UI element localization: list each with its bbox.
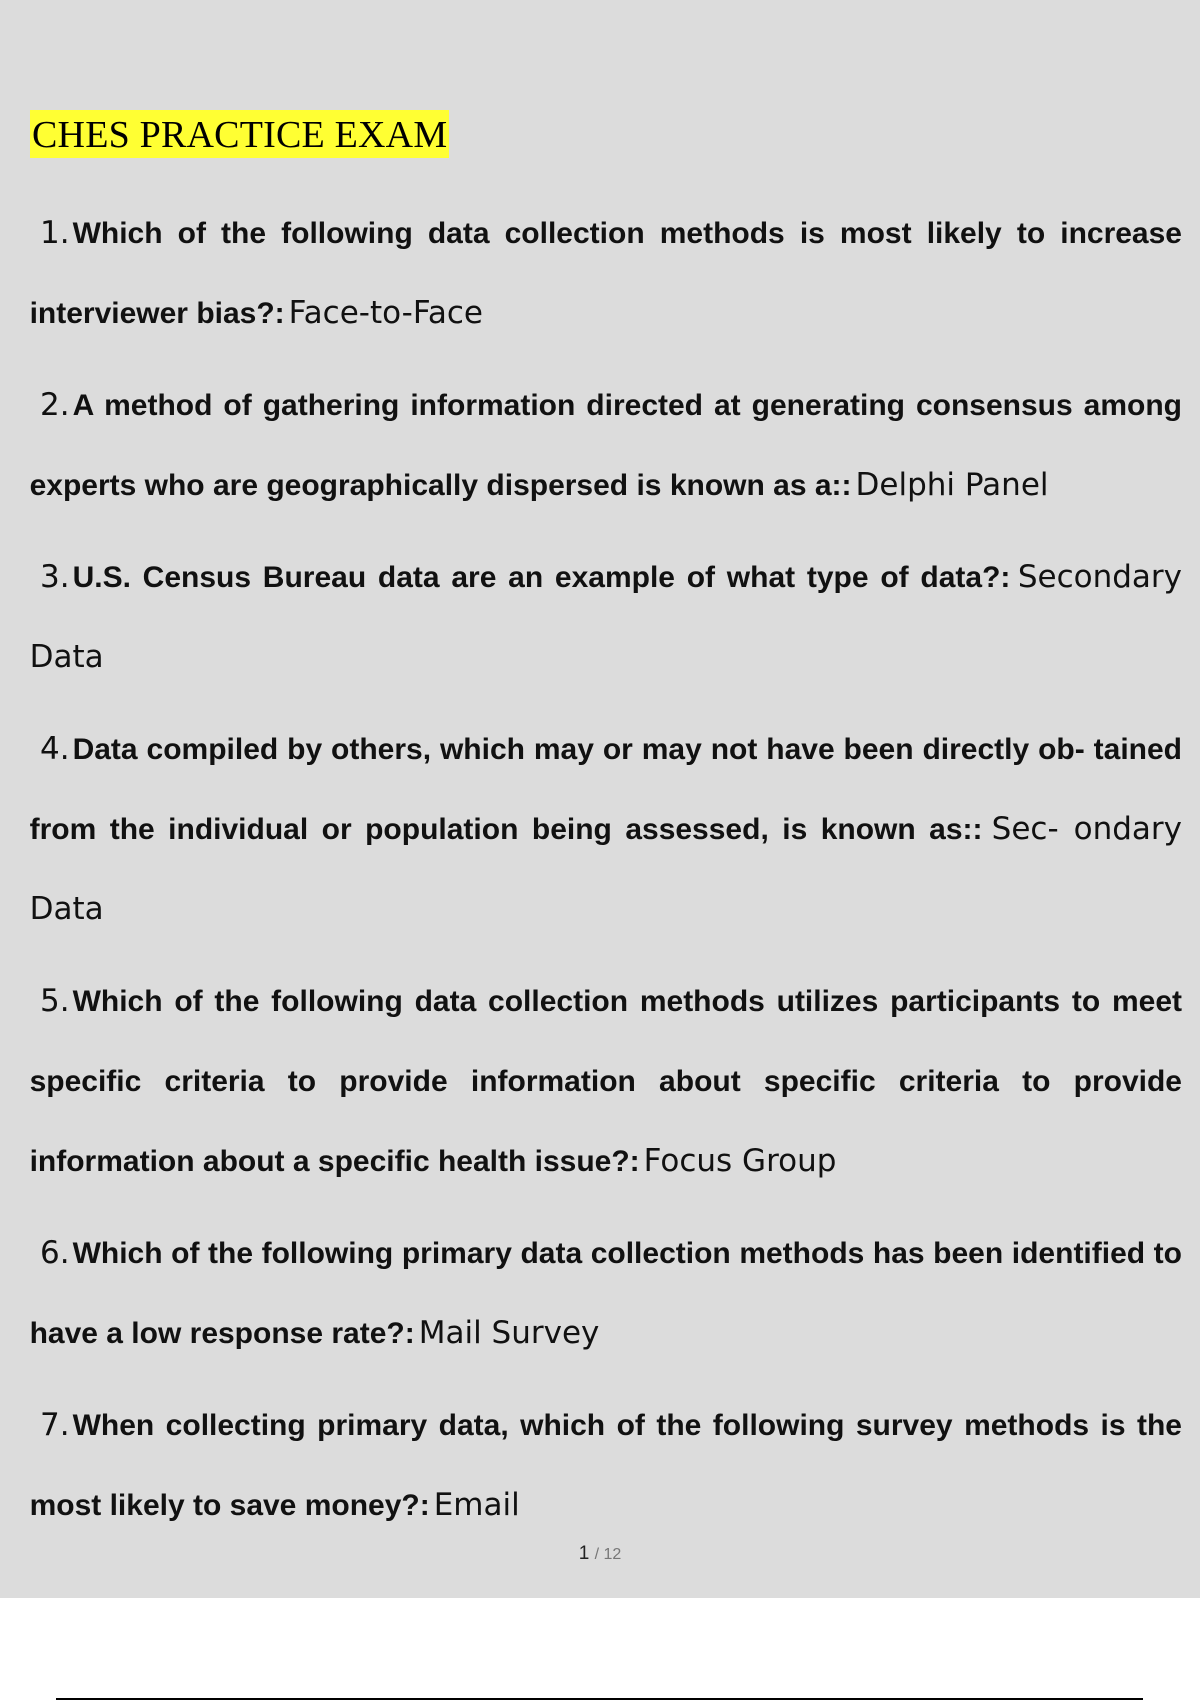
- question-text: Which of the following data collection methods is most likely to increase interviewer bias?:: [29, 217, 1182, 330]
- question-text: Which of the following data collection methods utilizes participants to meet specific criteria to provide information about specific criteria to provide information about a specific health issue?:: [29, 985, 1182, 1178]
- question-item-5: [29, 964, 1182, 1204]
- question-list: [29, 196, 1183, 1560]
- question-number: 2.: [40, 387, 70, 423]
- question-text: U.S. Census Bureau data are an example of what type of data?:: [72, 561, 1011, 594]
- question-item-6: [29, 1216, 1182, 1376]
- question-text: When collecting primary data, which of the following survey methods is the most likely to save money?:: [29, 1409, 1182, 1522]
- answer-text: Secondary Data: [29, 559, 1182, 675]
- answer-text: Face-to-Face: [288, 295, 483, 331]
- answer-text: Sec- ondary Data: [29, 811, 1183, 927]
- question-number: 3.: [40, 559, 70, 595]
- question-number: 5.: [40, 983, 70, 1019]
- question-body: [30, 1216, 1182, 1376]
- question-body: [30, 196, 1182, 356]
- question-item-4: [29, 712, 1183, 952]
- total-pages: / 12: [594, 1546, 622, 1563]
- question-text: A method of gathering information directed at generating consensus among experts who are geographically dispersed is known as a::: [29, 389, 1182, 502]
- question-item-2: [29, 368, 1182, 528]
- answer-text: Focus Group: [643, 1143, 837, 1179]
- question-item-3: [29, 540, 1182, 700]
- question-number: 4.: [40, 731, 70, 767]
- exam-title: CHES PRACTICE EXAM: [30, 110, 449, 158]
- answer-text: Email: [433, 1487, 520, 1523]
- answer-text: Mail Survey: [418, 1315, 600, 1351]
- question-body: [30, 540, 1182, 700]
- question-body: [30, 964, 1182, 1204]
- question-body: [30, 712, 1182, 952]
- question-number: 1.: [40, 215, 70, 251]
- question-text: Data compiled by others, which may or may not have been directly ob- tained from the individual or population being assessed, is known as::: [29, 733, 1182, 846]
- page-indicator: [0, 1543, 1200, 1565]
- question-number: 6.: [40, 1235, 70, 1271]
- question-body: [30, 368, 1182, 528]
- current-page-number: 1: [578, 1543, 590, 1564]
- question-text: Which of the following primary data collection methods has been identified to have a low response rate?:: [29, 1237, 1182, 1350]
- question-item-7: [29, 1388, 1182, 1548]
- answer-text: Delphi Panel: [855, 467, 1049, 503]
- question-body: [30, 1388, 1182, 1548]
- question-number: 7.: [40, 1407, 70, 1443]
- question-item-1: [29, 196, 1182, 356]
